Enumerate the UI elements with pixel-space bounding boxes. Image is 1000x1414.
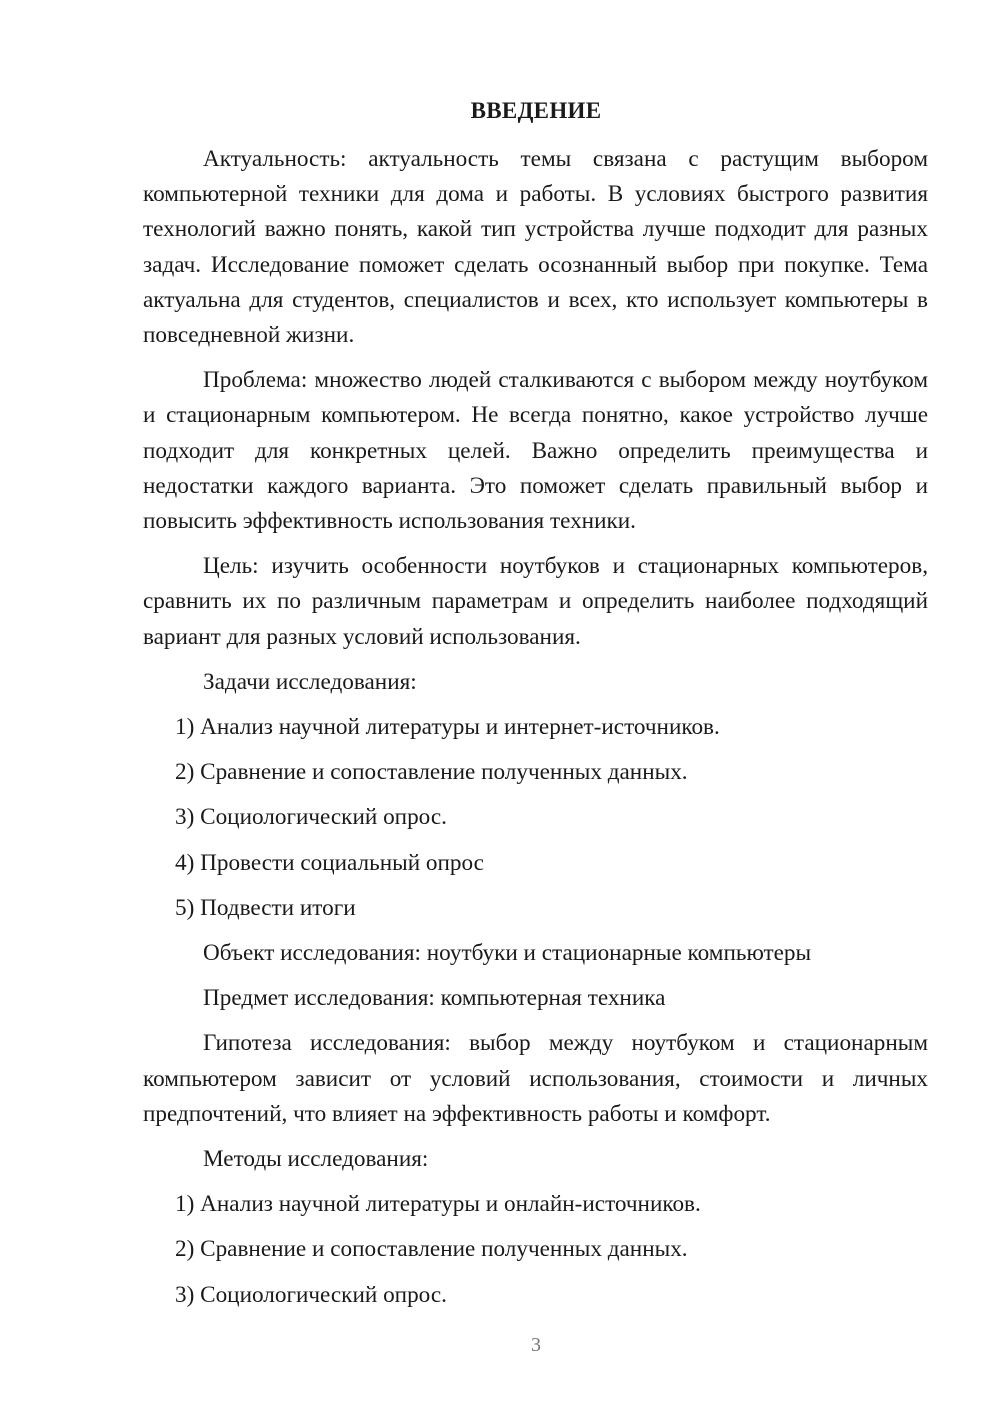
relevance-paragraph: Актуальность: актуальность темы связана с растущим выбором компьютерной техники для дома и работы. В условиях быстрого развития технологий важно понять, какой тип устройства лучше подходит для разных задач. Исследование поможет сделать осознанный выбор при покупке. Тема актуальна для студентов, специалистов и всех, кто использует компьютеры в повседневной жизни. [143,146,928,349]
page-title: ВВЕДЕНИЕ [470,98,602,123]
subject-paragraph: Предмет исследования: компьютерная техника [203,985,666,1012]
task-item: 4) Провести социальный опрос [175,849,484,876]
tasks-heading: Задачи исследования: [203,668,417,695]
task-item: 3) Социологический опрос. [175,804,447,831]
method-item: 2) Сравнение и сопоставление полученных данных. [175,1236,688,1263]
method-item: 3) Социологический опрос. [175,1281,447,1308]
method-item: 1) Анализ научной литературы и онлайн-источников. [175,1191,701,1218]
task-item: 5) Подвести итоги [175,894,356,921]
methods-list [143,1187,928,1313]
hypothesis-paragraph: Гипотеза исследования: выбор между ноутбуком и стационарным компьютером зависит от условий использования, стоимости и личных предпочтений, что влияет на эффективность работы и комфорт. [143,1030,928,1127]
problem-paragraph: Проблема: множество людей сталкиваются с выбором между ноутбуком и стационарным компьютером. Не всегда понятно, какое устройство лучше подходит для конкретных целей. Важно определить преимущества и недостатки каждого варианта. Это поможет сделать правильный выбор и повысить эффективность использования техники. [143,367,928,535]
page-number: 3 [531,1334,541,1356]
tasks-list [143,710,928,926]
object-paragraph: Объект исследования: ноутбуки и стационарные компьютеры [203,940,812,967]
goal-paragraph: Цель: изучить особенности ноутбуков и стационарных компьютеров, сравнить их по различным параметрам и определить наиболее подходящий вариант для разных условий использования. [143,553,928,650]
task-item: 1) Анализ научной литературы и интернет-источников. [175,714,720,741]
document-body [143,142,928,1323]
methods-heading: Методы исследования: [203,1146,429,1173]
task-item: 2) Сравнение и сопоставление полученных данных. [175,759,688,786]
